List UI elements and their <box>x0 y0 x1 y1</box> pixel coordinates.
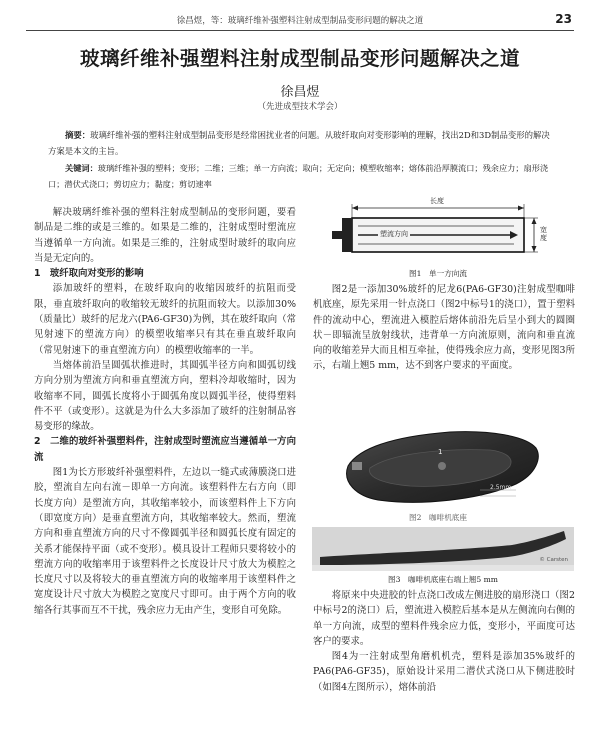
section-heading-2: 2 二维的玻纤补强塑料件，注射成型时塑流应当遵循单一方向流 <box>34 436 296 463</box>
figure-2-caption: 图2 咖啡机底座 <box>409 513 467 522</box>
runner <box>332 231 342 239</box>
reference-surface <box>312 565 574 571</box>
side-gate-mark <box>352 462 362 470</box>
center-gate-mark <box>438 462 446 470</box>
abstract-label: 摘要： <box>65 130 91 140</box>
figure-1-caption: 图1 单一方向流 <box>409 269 467 278</box>
figure-2-gate-number: 1 <box>438 448 443 456</box>
figure-1-flow-label: 塑流方向 <box>380 230 408 238</box>
author-affiliation: （先进成型技术学会） <box>257 102 343 112</box>
figure-1-diagram <box>318 196 558 268</box>
section2-paragraph-1: 图1为长方形玻纤补强塑料件，左边以一缝式或薄膜浇口进胶，塑流自左向右流－即单一方向流。该塑料件左右方向（即长度方向）是塑流方向，其收缩率较小，而该塑料件上下方向（即宽度方向）是垂直塑流方向，其收缩率较大。然而，塑流方向和垂直塑流方向的尺寸不像圆弧半径和圆弧长度有固定的关系才能保持平面（或不变形）。模具设计工程师只要将较小的塑流方向的收缩率用于该塑料件之长度设计尺寸放大为模腔之长度尺寸以及将较大的垂直塑流方向的收缩率用于该塑料件之宽度设计尺寸放大为模腔之宽度尺寸即可。由于两个方向的收缩各行其事而互不干扰，残余应力无由产生，变形自可免除。 <box>34 467 296 616</box>
figure-1 <box>318 196 558 268</box>
figure-2-dimension-text: 2.5mm <box>490 484 512 491</box>
article-title: 玻璃纤维补强塑料注射成型制品变形问题解决之道 <box>79 47 520 70</box>
page-number: 23 <box>555 12 572 26</box>
film-gate <box>342 218 352 252</box>
intro-paragraph: 解决玻璃纤维补强的塑料注射成型制品的变形问题，要看制品是二维的或是三维的。如果是二维的，注射成型时塑流应当遵循单一方向流。如果是三维的，注射成型时玻纤的取向应当是无定向的。 <box>34 207 296 264</box>
length-arrow-right <box>518 206 524 211</box>
section1-paragraph-2: 当熔体前沿呈圆弧状推进时，其圆弧半径方向和圆弧切线方向分别为塑流方向和垂直塑流方向，塑料冷却收缩时，因为收缩率不同，圆弧长度将小于圆弧角度以圆弧半径，使得塑料件不平（或变形）。这就是为什么大多添加了玻纤的注射制品容易变形的缘故。 <box>34 359 296 433</box>
figure2-description-paragraph: 图2是一添加30%玻纤的尼龙6(PA6-GF30)注射成型咖啡机底座，原先采用一针点浇口（图2中标号1的浇口），置于塑料件的流动中心，塑流进入模腔后熔体前沿先后呈小到大的圆圈状－即辐流呈放射线状，违背单一方向流原则，流向和垂直流向的收缩差异大而且相互牵扯，使得残余应力高，变形见图3所示，右端上翘5 mm，达不到客户要求的平面度。 <box>313 284 575 372</box>
figure4-intro-paragraph: 图4为一注射成型角磨机机壳，塑料是添加35%玻纤的PA6(PA6-GF35)，原始设计采用二潜伏式浇口从下侧进胶时（如图4左图所示），熔体前沿 <box>313 651 575 693</box>
figure-3-photo-mark: © Carsten <box>539 557 568 563</box>
abstract <box>48 127 556 159</box>
figure-2-photo <box>330 422 548 512</box>
coffee-machine-base-image <box>330 422 548 512</box>
running-title: 徐昌煜，等：玻璃纤维补强塑料注射成型制品变形问题的解决之道 <box>176 16 424 26</box>
fan-gate-paragraph: 将原来中央进胶的针点浇口改成左侧进胶的扇形浇口（图2中标号2的浇口）后，塑流进入模腔后基本是从左侧流向右侧的单一方向流，成型的塑料件残余应力低，变形小，平面度可达客户的要求。 <box>313 590 575 647</box>
abstract-text: 玻璃纤维补强的塑料注射成型制品变形是经常困扰业者的问题。从玻纤取向对变形影响的理解，找出2D和3D制品变形的解决方案是本文的主旨。 <box>48 130 550 156</box>
keywords-text: 玻璃纤维补强的塑料；变形；二维；三维；单一方向流；取向；无定向；模塑收缩率；熔体前沿厚膜流口；残余应力；扇形浇口；潜伏式浇口；剪切应力；黏度；剪切速率 <box>48 163 549 189</box>
keywords-label: 关键词： <box>65 163 98 173</box>
figure-1-length-label: 长度 <box>430 197 444 205</box>
figure-3-photo <box>312 527 574 571</box>
figure-3-caption: 图3 咖啡机底座右端上翘5 mm <box>387 575 498 584</box>
running-header <box>26 12 574 31</box>
author-name: 徐昌煜 <box>280 85 320 100</box>
section-heading-1: 1 玻纤取向对变形的影响 <box>34 268 144 280</box>
length-arrow-left <box>352 206 358 211</box>
right-column-lower <box>313 588 575 695</box>
keywords <box>48 160 556 192</box>
section1-paragraph-1: 添加玻纤的塑料，在玻纤取向的收缩因玻纤的抗阻而受限，垂直玻纤取向的收缩较无玻纤的抗阻而较大。以添加30%（质量比）玻纤的尼龙六(PA6-GF30)为例，其在玻纤取向（常见射速下的塑流方向）的模塑收缩率只有其在垂直玻纤取向（常见射速下的垂直塑流方向）的模塑收缩率的一半。 <box>34 283 296 356</box>
left-column <box>34 205 296 618</box>
right-column-upper <box>313 282 575 374</box>
figure-1-width-label: 宽度 <box>540 226 547 242</box>
warped-base-image <box>312 527 574 571</box>
